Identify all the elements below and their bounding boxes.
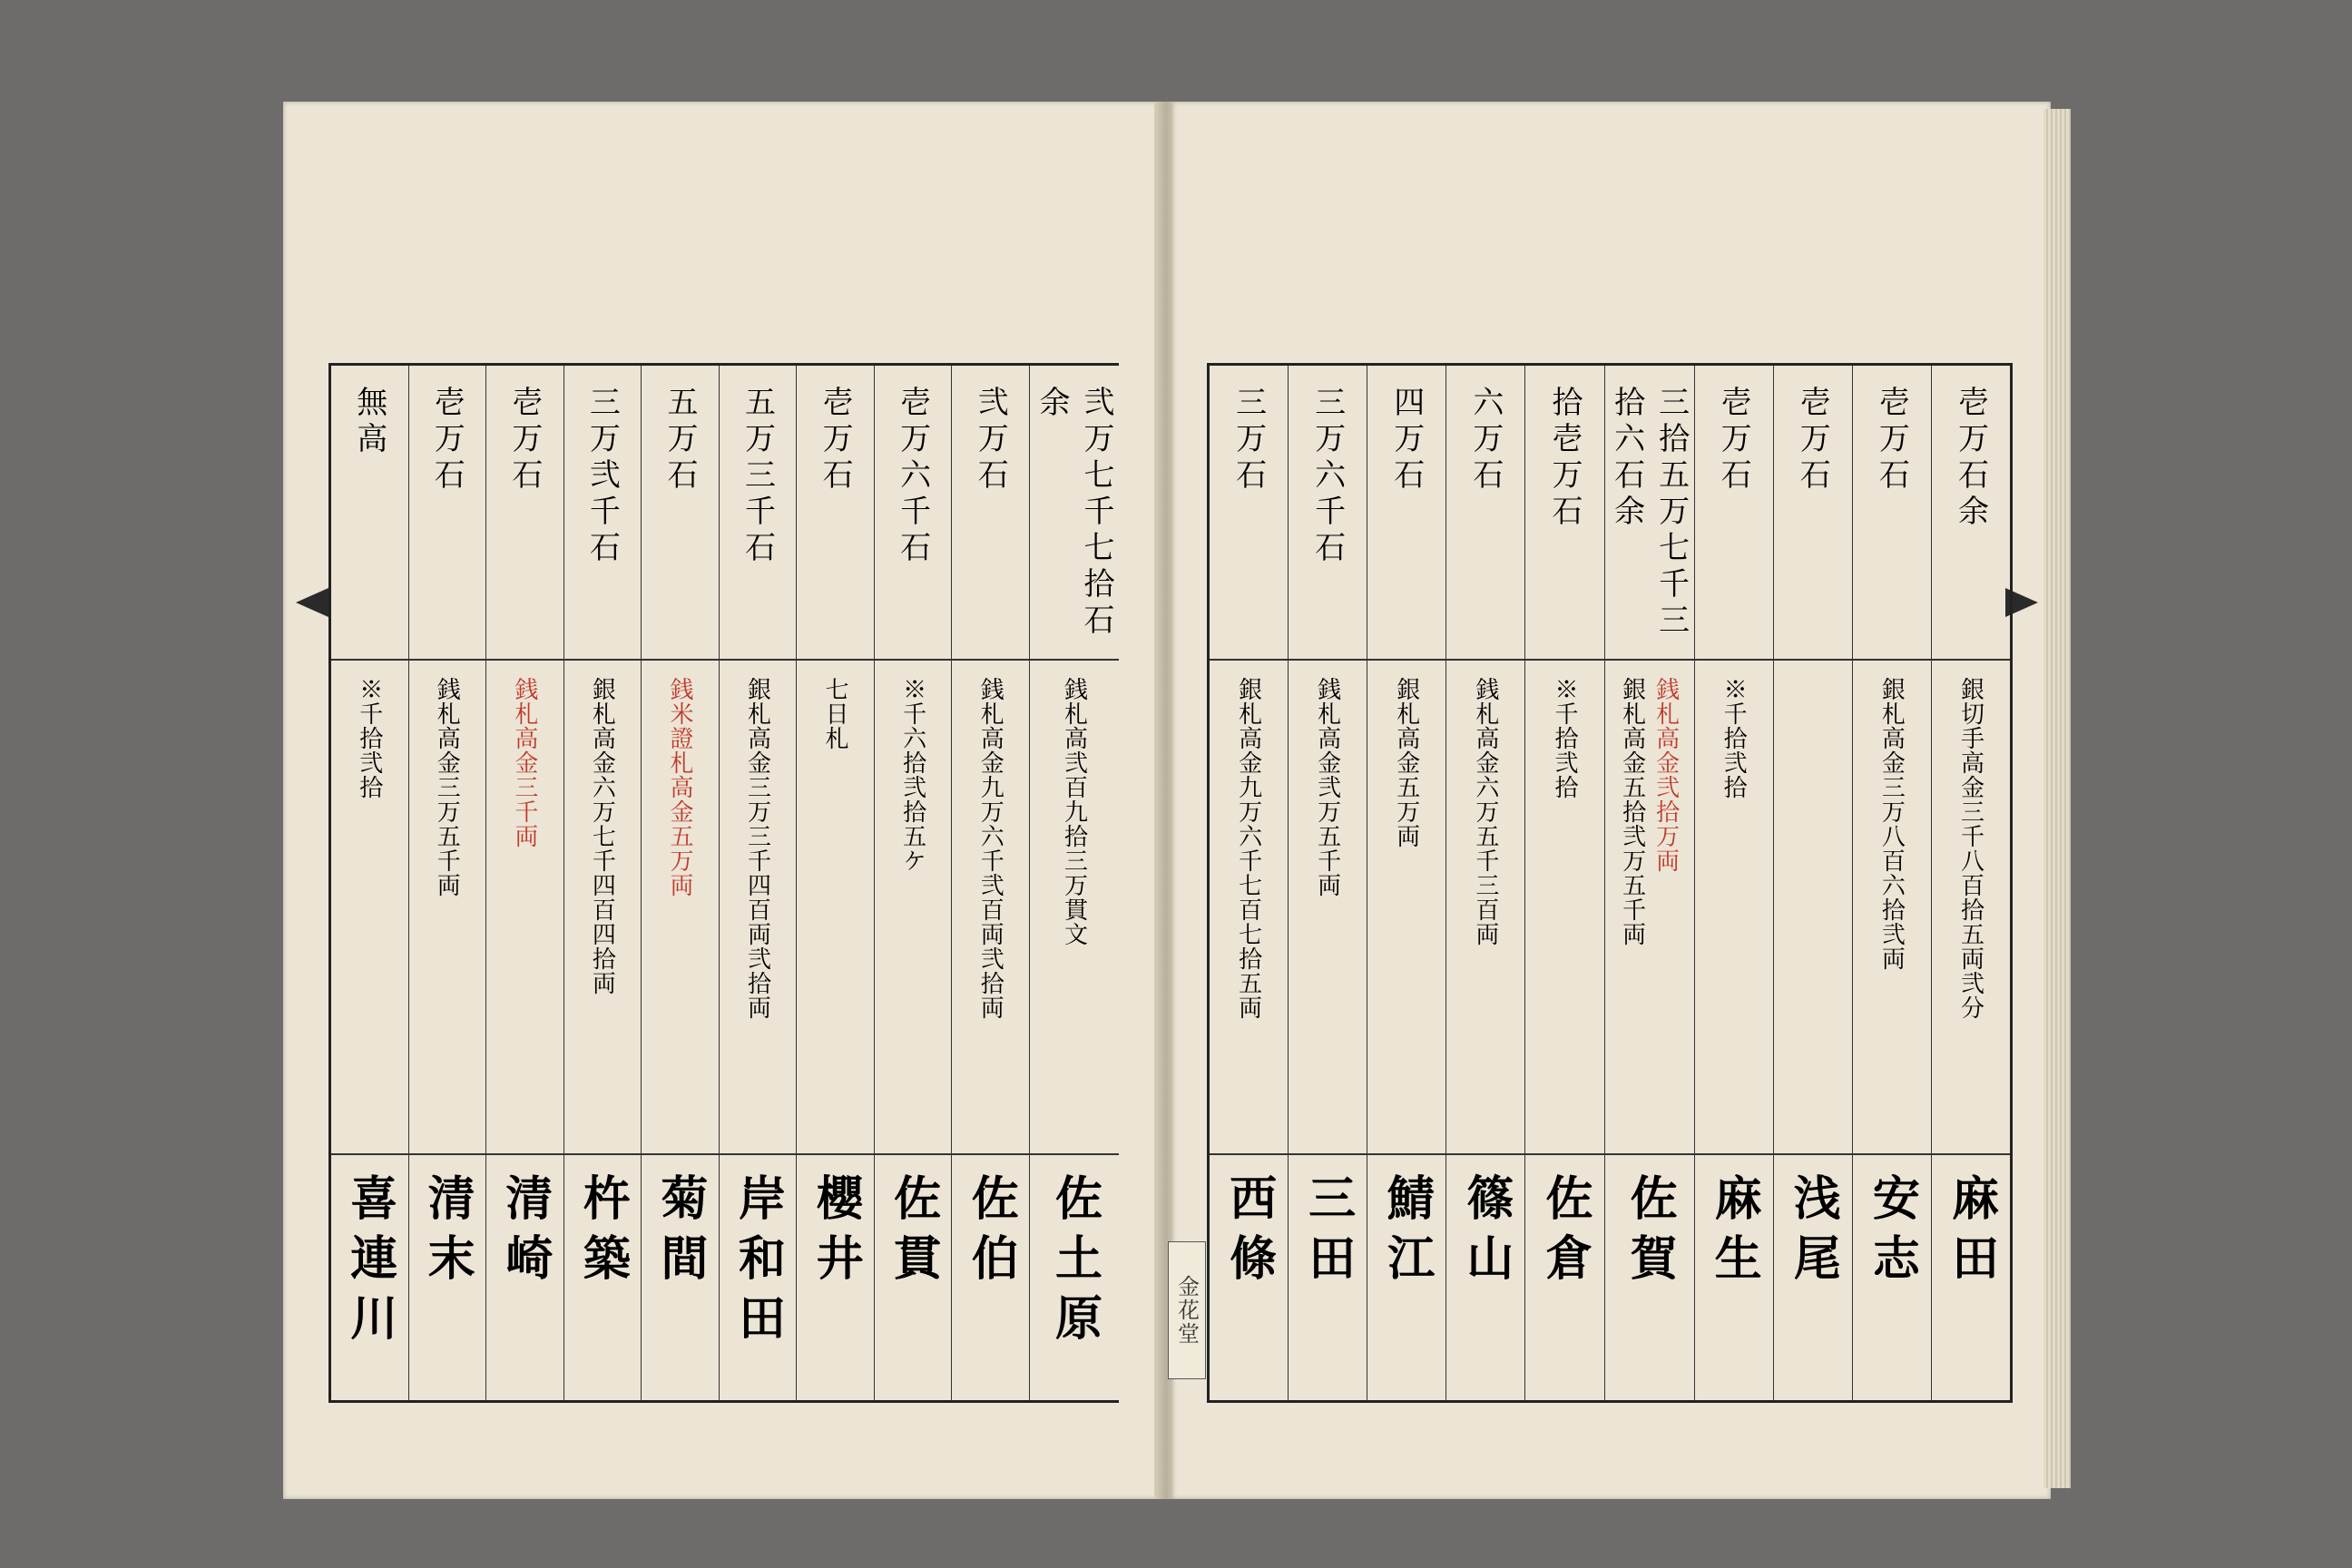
currency-note-red: 銭札高金弐拾万両 — [1651, 677, 1680, 873]
currency-note: ※千拾弐拾 — [1551, 677, 1578, 799]
domain-name: 岸和田 — [730, 1173, 786, 1353]
currency-note-cell — [1367, 661, 1446, 1155]
domain-name-cell — [409, 1155, 486, 1400]
domain-name-cell — [952, 1155, 1029, 1400]
domain-name: 佐貫 — [885, 1173, 941, 1293]
currency-note-cell — [409, 661, 486, 1155]
table-column — [1210, 366, 1288, 1400]
domain-name: 篠山 — [1457, 1173, 1514, 1293]
domain-name-cell — [1030, 1155, 1119, 1400]
domain-name-cell — [564, 1155, 642, 1400]
domain-yield-cell — [1367, 366, 1446, 661]
domain-yield: 四万石 — [1387, 386, 1425, 495]
currency-note-cell — [875, 661, 952, 1155]
domain-name-cell — [1210, 1155, 1288, 1400]
publisher-stamp — [1168, 1241, 1206, 1379]
currency-note-cell — [1210, 661, 1288, 1155]
table-column — [485, 366, 564, 1400]
currency-note-cell — [1289, 661, 1367, 1155]
domain-name-cell — [1525, 1155, 1603, 1400]
right-table — [1207, 363, 2013, 1403]
currency-note: 銭札高金三万五千両 — [433, 677, 461, 897]
domain-yield-cell — [331, 366, 408, 661]
left-table — [328, 363, 1119, 1403]
currency-note: 銭札高金弐万五千両 — [1313, 677, 1341, 897]
table-column — [796, 366, 874, 1400]
domain-name: 喜連川 — [341, 1173, 397, 1353]
domain-yield-cell — [409, 366, 486, 661]
domain-yield-cell — [1774, 366, 1852, 661]
currency-note: 銭札高金九万六千弐百両弐拾両 — [976, 677, 1004, 1020]
currency-note: ※千拾弐拾 — [355, 677, 383, 799]
currency-note-cell — [1695, 661, 1773, 1155]
domain-name-cell — [1695, 1155, 1773, 1400]
currency-note: 七日札 — [821, 677, 849, 750]
currency-note: 銀札高金五万両 — [1392, 677, 1420, 848]
domain-name-cell — [486, 1155, 564, 1400]
domain-name: 鯖江 — [1378, 1173, 1435, 1293]
domain-name: 麻生 — [1706, 1173, 1762, 1293]
table-column — [1446, 366, 1524, 1400]
domain-yield-cell — [1030, 366, 1119, 661]
currency-note: 銀札高金六万七千四百四拾両 — [588, 677, 616, 995]
table-column — [1852, 366, 1931, 1400]
table-column — [1288, 366, 1367, 1400]
domain-name: 安志 — [1864, 1173, 1920, 1293]
currency-note: 銀札高金五拾弐万五千両 — [1618, 677, 1646, 946]
domain-yield-cell — [952, 366, 1029, 661]
domain-name: 西條 — [1220, 1173, 1277, 1293]
domain-name-cell — [1932, 1155, 2010, 1400]
domain-yield: 壱万石 — [1794, 386, 1831, 495]
table-column — [874, 366, 952, 1400]
domain-yield-cell — [1695, 366, 1773, 661]
domain-yield: 三万弐千石 — [583, 386, 621, 567]
table-column — [1931, 366, 2010, 1400]
table-column — [1524, 366, 1603, 1400]
currency-note-red: 銭札高金三千両 — [510, 677, 538, 848]
table-column — [1604, 366, 1694, 1400]
domain-name-cell — [797, 1155, 874, 1400]
domain-yield: 三万六千石 — [1308, 386, 1346, 567]
currency-note-cell — [1932, 661, 2010, 1155]
domain-yield: 六万石 — [1466, 386, 1504, 495]
domain-yield-cell — [1932, 366, 2010, 661]
domain-name: 三田 — [1299, 1173, 1356, 1293]
domain-yield-cell — [797, 366, 874, 661]
table-column — [1694, 366, 1773, 1400]
currency-note: 銀切手高金三千八百拾五両弐分 — [1956, 677, 1984, 1020]
domain-yield: 無高 — [350, 386, 387, 458]
domain-yield-cell — [1853, 366, 1931, 661]
table-column — [641, 366, 719, 1400]
page-edges — [2043, 109, 2071, 1488]
table-column — [951, 366, 1029, 1400]
domain-name: 麻田 — [1943, 1173, 1999, 1293]
domain-yield: 壱万六千石 — [894, 386, 931, 567]
domain-yield: 壱万石 — [505, 386, 543, 495]
domain-yield-cell — [564, 366, 642, 661]
table-column — [719, 366, 797, 1400]
domain-name-cell — [1605, 1155, 1694, 1400]
domain-yield-cell — [1605, 366, 1694, 661]
domain-yield: 三拾五万七千三拾六石余 — [1608, 386, 1690, 640]
table-column — [1773, 366, 1852, 1400]
domain-name: 佐倉 — [1537, 1173, 1592, 1293]
domain-yield: 壱万石 — [1715, 386, 1752, 495]
domain-name-cell — [720, 1155, 797, 1400]
domain-yield-cell — [642, 366, 719, 661]
table-column — [408, 366, 486, 1400]
currency-note-cell — [1774, 661, 1852, 1155]
domain-yield: 壱万石 — [817, 386, 854, 495]
domain-yield-cell — [875, 366, 952, 661]
domain-yield-cell — [720, 366, 797, 661]
currency-note-cell — [1605, 661, 1694, 1155]
domain-name: 杵築 — [574, 1173, 631, 1293]
currency-note-cell — [331, 661, 408, 1155]
currency-note: 銭札高金六万五千三百両 — [1471, 677, 1499, 946]
domain-yield: 壱万石余 — [1952, 386, 1989, 531]
domain-name-cell — [1853, 1155, 1931, 1400]
currency-note-cell — [564, 661, 642, 1155]
domain-name-cell — [1289, 1155, 1367, 1400]
publisher-stamp-text: 金花堂 — [1173, 1275, 1200, 1346]
currency-note-cell — [1853, 661, 1931, 1155]
domain-name-cell — [1367, 1155, 1446, 1400]
currency-note: 銀札高金三万三千四百両弐拾両 — [743, 677, 771, 1020]
currency-note: 銭札高弐百九拾三万貫文 — [1060, 677, 1088, 946]
currency-note: 銀札高金九万六千七百七拾五両 — [1234, 677, 1262, 1020]
table-column — [1029, 366, 1119, 1400]
currency-note: 銀札高金三万八百六拾弐両 — [1877, 677, 1906, 971]
left-tab-marker — [296, 588, 328, 617]
domain-yield: 三万石 — [1230, 386, 1267, 495]
domain-name-cell — [331, 1155, 408, 1400]
domain-name-cell — [1446, 1155, 1524, 1400]
domain-yield-cell — [1446, 366, 1524, 661]
currency-note-cell — [1525, 661, 1603, 1155]
domain-name: 佐土原 — [1046, 1173, 1102, 1353]
currency-note-red: 銭米證札高金五万両 — [665, 677, 693, 897]
domain-yield-cell — [486, 366, 564, 661]
domain-name-cell — [875, 1155, 952, 1400]
domain-name-cell — [1774, 1155, 1852, 1400]
domain-yield-cell — [1210, 366, 1288, 661]
domain-name: 浅尾 — [1785, 1173, 1841, 1293]
domain-yield: 五万三千石 — [739, 386, 776, 567]
currency-note-cell — [720, 661, 797, 1155]
domain-yield: 弐万七千七拾石余 — [1034, 386, 1114, 640]
domain-yield-cell — [1525, 366, 1603, 661]
domain-name: 菊間 — [652, 1173, 708, 1293]
domain-yield: 壱万石 — [428, 386, 466, 495]
domain-yield: 五万石 — [661, 386, 698, 495]
currency-note-cell — [1446, 661, 1524, 1155]
domain-name-cell — [642, 1155, 719, 1400]
domain-yield: 弐万石 — [972, 386, 1009, 495]
domain-yield: 拾壱万石 — [1546, 386, 1583, 531]
domain-name: 清崎 — [496, 1173, 553, 1293]
domain-name: 佐伯 — [963, 1173, 1019, 1293]
table-column — [1367, 366, 1446, 1400]
currency-note: ※千六拾弐拾五ケ — [898, 677, 926, 873]
currency-note-cell — [797, 661, 874, 1155]
currency-note-cell — [642, 661, 719, 1155]
table-column — [331, 366, 408, 1400]
domain-yield-cell — [1289, 366, 1367, 661]
domain-name: 櫻井 — [808, 1173, 864, 1293]
currency-note-cell — [1030, 661, 1119, 1155]
currency-note: ※千拾弐拾 — [1720, 677, 1748, 799]
table-column — [564, 366, 642, 1400]
domain-yield: 壱万石 — [1873, 386, 1910, 495]
currency-note-cell — [486, 661, 564, 1155]
domain-name: 清末 — [419, 1173, 475, 1293]
domain-name: 佐賀 — [1622, 1173, 1678, 1293]
currency-note-cell — [952, 661, 1029, 1155]
